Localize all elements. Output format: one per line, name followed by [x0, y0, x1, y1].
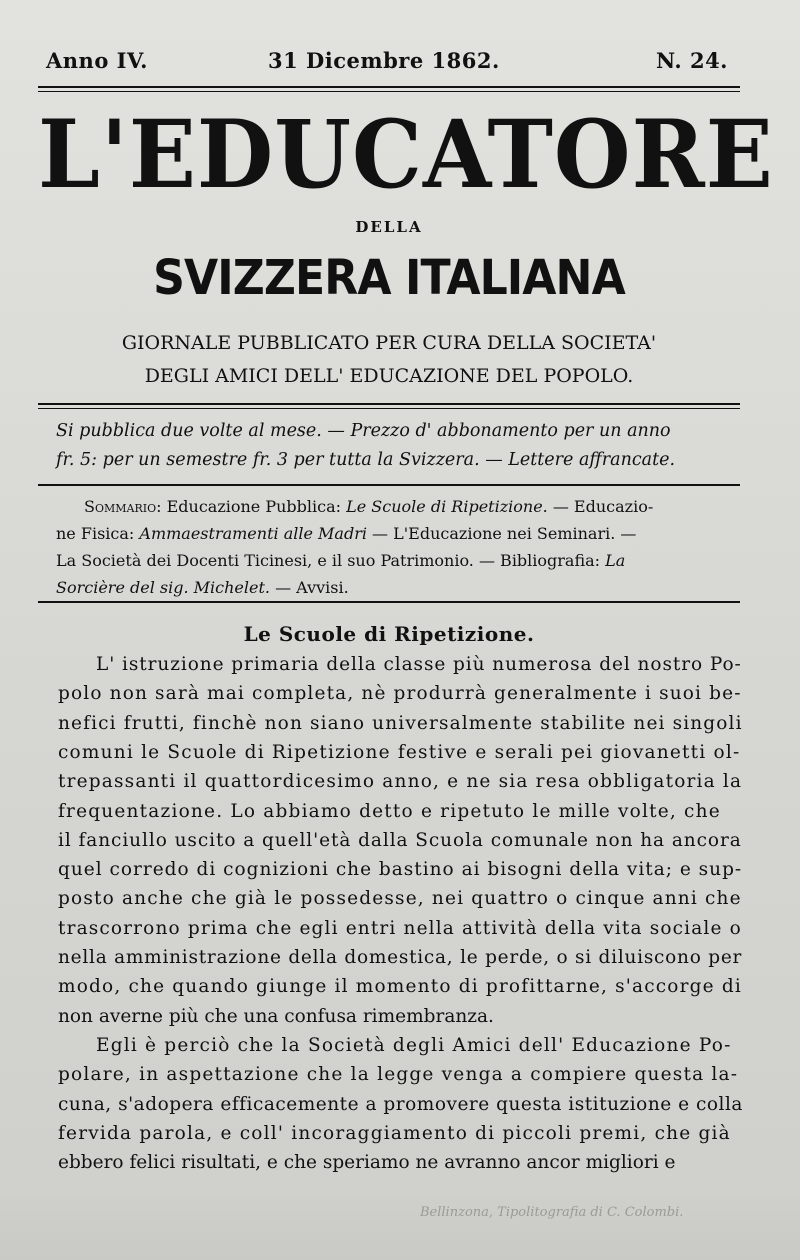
summary-line-4: [56, 574, 746, 601]
article-line: il fanciullo uscito a quell'età dalla Scuola comunale non ha ancora: [58, 829, 742, 851]
summary-text: ne Fisica:: [56, 524, 140, 543]
article-line: nella amministrazione della domestica, le perde, o si diluiscono per: [58, 947, 743, 968]
publisher-line-1: GIORNALE PUBBLICATO PER CURA DELLA SOCIETA': [121, 332, 657, 354]
summary-italic: La: [605, 551, 626, 570]
summary-label: Sommario:: [84, 497, 162, 516]
article-title: Le Scuole di Ripetizione.: [243, 622, 535, 646]
publisher-line-2: DEGLI AMICI DELL' EDUCAZIONE DEL POPOLO.: [144, 365, 634, 387]
summary-text: Educazione Pubblica:: [161, 497, 347, 516]
article-line: fervida parola, e coll' incoraggiamento di piccoli premi, che già: [58, 1122, 731, 1144]
newspaper-subtitle: SVIZZERA ITALIANA: [153, 250, 625, 306]
article-line: polo non sarà mai completa, nè produrrà generalmente i suoi be-: [58, 683, 742, 705]
notice-rule-top: [38, 403, 740, 405]
newspaper-title: L'EDUCATORE: [38, 98, 774, 210]
article-line: frequentazione. Lo abbiamo detto e ripetuto le mille volte, che: [58, 800, 721, 822]
article-line: L' istruzione primaria della classe più numerosa del nostro Po-: [96, 654, 742, 675]
bleed-through-imprint: Bellinzona, Tipolitografia di C. Colombi.: [420, 1205, 684, 1220]
article-line: posto anche che già le possedesse, nei quattro o cinque anni che: [58, 888, 742, 910]
article-line: comuni le Scuole di Ripetizione festive e serali pei giovanetti ol-: [58, 741, 741, 763]
summary-italic: Le Scuole di Ripetizione.: [346, 497, 548, 516]
article-rule-top: [38, 601, 740, 603]
article-line: non averne più che una confusa rimembranza.: [58, 1005, 494, 1027]
volume-year: Anno IV.: [46, 48, 148, 73]
issue-date: 31 Dicembre 1862.: [268, 48, 500, 73]
article-line: nefici frutti, finchè non siano universalmente stabilite nei singoli: [58, 712, 743, 734]
summary-italic: Sorcière del sig. Michelet.: [56, 578, 270, 597]
masthead-rule-top-thin: [38, 91, 740, 92]
summary-text: — Avvisi.: [269, 578, 349, 597]
article-line: quel corredo di cognizioni che bastino ai bisogni della vita; e sup-: [58, 859, 743, 881]
article-line: modo, che quando giunge il momento di profittarne, s'accorge di: [58, 976, 742, 998]
article-line: Egli è perciò che la Società degli Amici dell' Educazione Po-: [96, 1034, 732, 1056]
summary-line-3: [56, 547, 746, 574]
summary-text: — L'Educazione nei Seminari. —: [366, 524, 637, 543]
summary-rule-top: [38, 484, 740, 486]
subscription-notice-line-1: Si pubblica due volte al mese. — Prezzo d' abbonamento per un anno: [56, 421, 671, 441]
article-line: trascorrono prima che egli entri nella attività della vita sociale o: [58, 917, 742, 939]
summary-line-2: [56, 520, 746, 547]
subscription-notice-line-2: fr. 5: per un semestre fr. 3 per tutta la Svizzera. — Lettere affrancate.: [56, 450, 676, 470]
masthead-rule-top: [38, 86, 740, 88]
summary-italic: Ammaestramenti alle Madri: [139, 524, 367, 543]
article-line: polare, in aspettazione che la legge venga a compiere questa la-: [58, 1064, 739, 1086]
notice-rule-top-thin: [38, 408, 740, 409]
summary-text: La Società dei Docenti Ticinesi, e il suo Patrimonio. — Bibliografia:: [56, 551, 606, 570]
issue-number: N. 24.: [655, 48, 728, 73]
summary-line-1: [84, 493, 774, 520]
summary-text: — Educazio-: [547, 497, 654, 516]
article-line: cuna, s'adopera efficacemente a promovere questa istituzione e colla: [58, 1093, 743, 1115]
article-line: ebbero felici risultati, e che speriamo ne avranno ancor migliori e: [58, 1152, 676, 1174]
title-della: DELLA: [355, 218, 423, 236]
article-line: trepassanti il quattordicesimo anno, e ne sia resa obbligatoria la: [58, 771, 743, 793]
